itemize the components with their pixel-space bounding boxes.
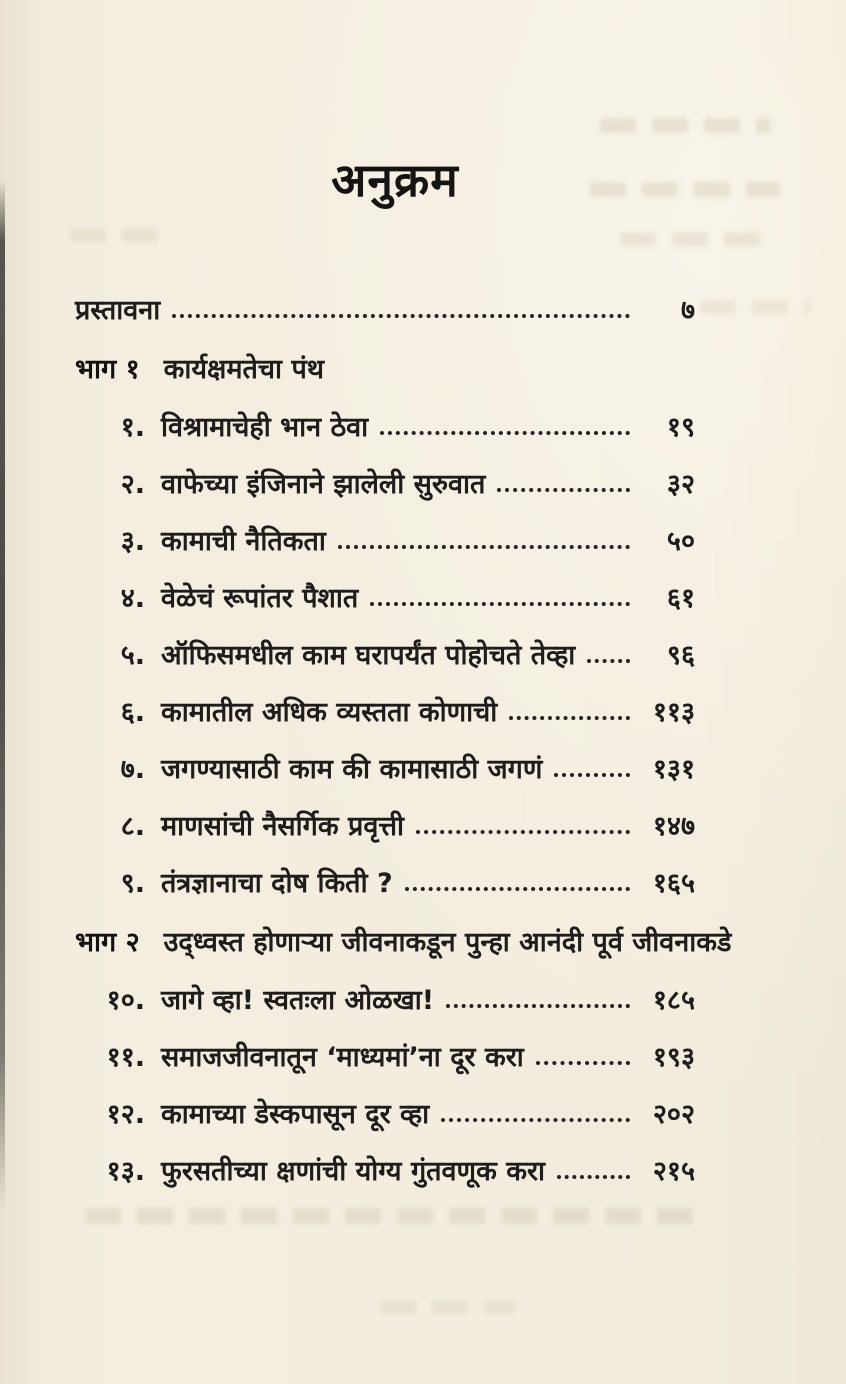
dot-leader (172, 314, 630, 318)
entry-number: १०. (106, 985, 145, 1016)
toc-entry-3 (75, 511, 695, 568)
page-number: १३१ (652, 754, 695, 785)
page-number: १४७ (652, 811, 695, 842)
bleed-through-text (85, 1208, 705, 1224)
page-number: ५० (666, 526, 695, 557)
entry-number: ४. (120, 583, 145, 614)
entry-number: ६. (120, 697, 145, 728)
page-number: ७ (680, 295, 695, 326)
page-number: १९ (666, 412, 695, 443)
entry-number: ३. (120, 526, 145, 557)
entry-title: कामातील अधिक व्यस्तता कोणाची (161, 697, 498, 728)
entry-number: ९. (120, 868, 145, 899)
page-title: अनुक्रम (331, 153, 459, 207)
part-heading: उद्ध्वस्त होणाऱ्या जीवनाकडून पुन्हा आनंदी पूर्व जीवनाकडे (163, 926, 732, 958)
entry-title: कामाच्या डेस्कपासून दूर व्हा (161, 1099, 430, 1130)
part-1-heading-row (75, 337, 695, 397)
page-number: २१५ (652, 1156, 695, 1187)
dot-leader (338, 545, 630, 549)
toc-entry-11 (75, 1027, 695, 1084)
part-2-heading-row (75, 910, 732, 970)
page-number: ११३ (652, 697, 695, 728)
entry-title: वाफेच्या इंजिनाने झालेली सुरुवात (161, 469, 486, 500)
toc-entry-1 (75, 397, 695, 454)
entry-number: ५. (120, 640, 145, 671)
entry-number: ११. (106, 1042, 145, 1073)
entry-title: प्रस्तावना (75, 295, 161, 326)
page-gutter-shadow (0, 180, 5, 1210)
bleed-through-text (600, 118, 770, 133)
dot-leader (446, 1004, 630, 1008)
dot-leader (587, 659, 630, 663)
entry-number: ७. (120, 754, 145, 785)
part-label: भाग २ (75, 926, 140, 958)
dot-leader (557, 1175, 630, 1179)
bleed-through-text (70, 228, 160, 242)
bleed-through-text (700, 300, 810, 314)
entry-title: तंत्रज्ञानाचा दोष किती ? (161, 868, 393, 899)
entry-title: जागे व्हा! स्वतःला ओळखा! (161, 985, 435, 1016)
page-number: १८५ (652, 985, 695, 1016)
page-number: १६५ (652, 868, 695, 899)
bleed-through-text (620, 232, 770, 246)
page-number: १९३ (652, 1042, 695, 1073)
entry-title: विश्रामाचेही भान ठेवा (161, 412, 369, 443)
bleed-through-text (380, 1300, 515, 1314)
dot-leader (536, 1061, 630, 1065)
entry-title: फुरसतीच्या क्षणांची योग्य गुंतवणूक करा (161, 1156, 545, 1187)
page-number: २०२ (652, 1099, 695, 1130)
table-of-contents (75, 280, 732, 1198)
entry-number: २. (120, 469, 145, 500)
toc-entry-preface (75, 280, 695, 337)
dot-leader (554, 773, 630, 777)
entry-number: ८. (120, 811, 145, 842)
entry-title: ऑफिसमधील काम घरापर्यंत पोहोचते तेव्हा (161, 640, 576, 671)
page-number: ९६ (666, 640, 695, 671)
entry-number: १३. (106, 1156, 145, 1187)
entry-title: जगण्यासाठी काम की कामासाठी जगणं (161, 754, 543, 785)
toc-entry-9 (75, 853, 695, 910)
dot-leader (405, 887, 630, 891)
dot-leader (370, 602, 630, 606)
entry-title: वेळेचं रूपांतर पैशात (161, 583, 359, 614)
toc-entry-7 (75, 739, 695, 796)
toc-entry-4 (75, 568, 695, 625)
entry-title: माणसांची नैसर्गिक प्रवृत्ती (161, 811, 405, 842)
toc-entry-5 (75, 625, 695, 682)
entry-title: कामाची नैतिकता (161, 526, 326, 557)
dot-leader (380, 431, 630, 435)
toc-entry-12 (75, 1084, 695, 1141)
toc-entry-6 (75, 682, 695, 739)
dot-leader (497, 488, 630, 492)
entry-number: १. (120, 412, 145, 443)
page-number: ३२ (666, 469, 695, 500)
toc-entry-8 (75, 796, 695, 853)
toc-entry-13 (75, 1141, 695, 1198)
page-number: ६१ (666, 583, 695, 614)
dot-leader (509, 716, 630, 720)
dot-leader (416, 830, 630, 834)
entry-number: १२. (106, 1099, 145, 1130)
part-heading: कार्यक्षमतेचा पंथ (163, 353, 325, 385)
toc-entry-2 (75, 454, 695, 511)
part-label: भाग १ (75, 353, 140, 385)
dot-leader (441, 1118, 630, 1122)
entry-title: समाजजीवनातून ‘माध्यमां’ना दूर करा (161, 1042, 524, 1073)
toc-entry-10 (75, 970, 695, 1027)
